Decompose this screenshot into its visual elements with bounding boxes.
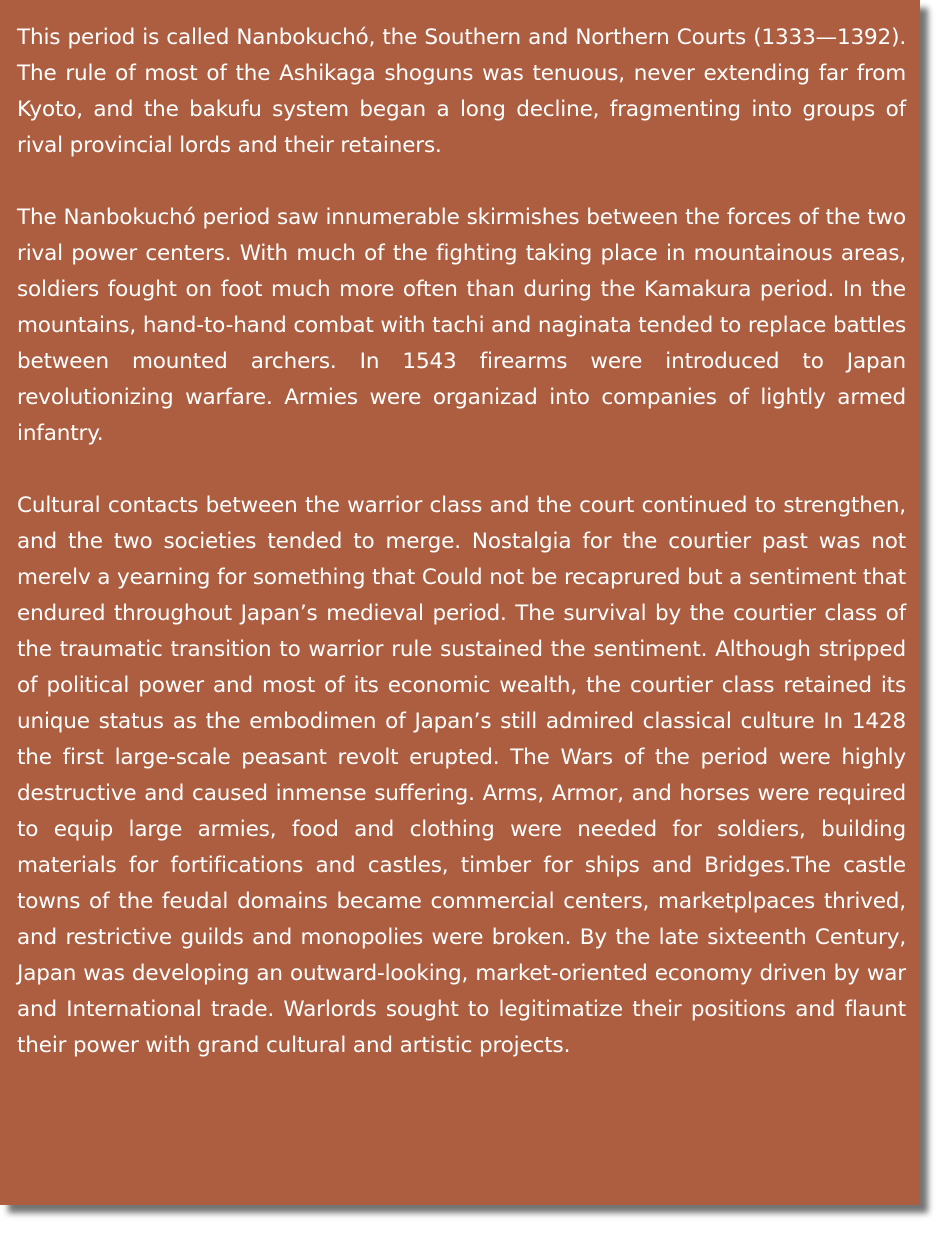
- paragraph-nanbokucho-intro: This period is called Nanbokuchó, the Southern and Northern Courts (1333—1392). The rule of most of the Ashikaga shoguns was tenuous, never extending far from Kyoto, and the bakufu system began a long decline, fragmenting into groups of rival provincial lords and their retainers.: [17, 25, 906, 158]
- paragraph-warfare: The Nanbokuchó period saw innumerable skirmishes between the forces of the two rival power centers. With much of the fighting taking place in mountainous areas, soldiers fought on foot much more often than during the Kamakura period. In the mountains, hand-to-hand combat with tachi and naginata tended to replace battles between mounted archers. In 1543 firearms were introduced to Japan revolutionizing warfare. Armies were organizad into companies of lightly armed infantry.: [17, 205, 906, 446]
- paragraph-culture-economy: Cultural contacts between the warrior class and the court continued to strengthen, and the two societies tended to merge. Nostalgia for the courtier past was not merelv a yearning for something that Could not be recaprured but a sentiment that endured throughout Japan’s medieval period. The survival by the courtier class of the traumatic transition to warrior rule sustained the sentiment. Although stripped of political power and most of its economic wealth, the courtier class retained its unique status as the embodimen of Japan’s still admired classical culture In 1428 the first large-scale peasant revolt erupted. The Wars of the period were highly destructive and caused inmense suffering. Arms, Armor, and horses were required to equip large armies, food and clothing were needed for soldiers, building materials for fortifications and castles, timber for ships and Bridges.The castle towns of the feudal domains became commercial centers, marketplpaces thrived, and restrictive guilds and monopolies were broken. By the late sixteenth Century, Japan was developing an outward-looking, market-oriented economy driven by war and International trade. Warlords sought to legitimatize their positions and flaunt their power with grand cultural and artistic projects.: [17, 493, 906, 1058]
